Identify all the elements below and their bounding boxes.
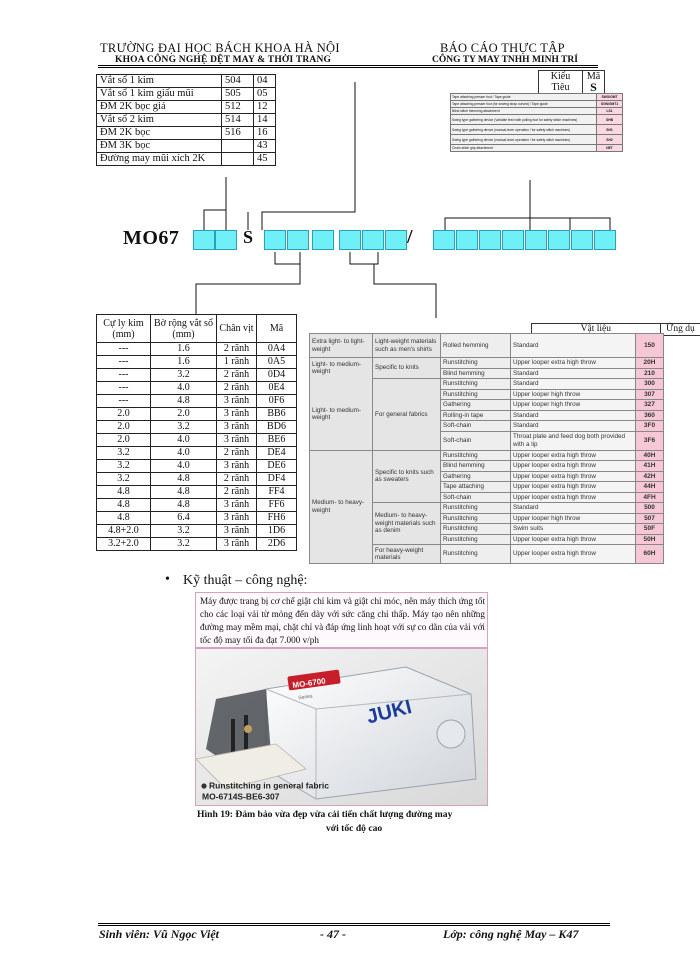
table-row: 4.8 4.8 3 rãnh FF6	[97, 499, 297, 512]
connector-width-a	[275, 252, 300, 264]
connector-right-a	[445, 218, 530, 230]
table-row: Soft-chain Standard 3F0	[310, 421, 664, 432]
table-row: Vắt sổ 1 kim 504 04	[97, 75, 276, 88]
table-row: Extra light- to light-weight Light-weight materials such as men's shirts Rolled hemming Standard 150	[310, 334, 664, 358]
attachment-table	[450, 93, 623, 152]
table-row: Swing type gathering device (Variable feed with pulling foot for safety stitch machines) SHB	[451, 115, 623, 125]
code-box	[479, 230, 501, 250]
table-row: Medium- to heavy-weight materials such as denim Runstitching Standard 500	[310, 503, 664, 514]
table-row: Đường may mũi xích 2K 45	[97, 153, 276, 166]
faculty-name: KHOA CÔNG NGHỆ DỆT MAY & THỜI TRANG	[115, 55, 332, 65]
table-row: Blind hemming Standard 210	[310, 368, 664, 379]
report-title: BÁO CÁO THỰC TẬP	[440, 41, 565, 55]
table-row: Chain stitch grip attachment NET	[451, 145, 623, 152]
footer-class: Lớp: công nghệ May – K47	[443, 927, 579, 941]
table-row: Tape attaching presser foot (for sewing strap curved) / Tape guide SGN/GMT1	[451, 101, 623, 108]
needle-type-table	[96, 74, 276, 166]
table-row: --- 1.6 2 rãnh 0A4	[97, 343, 297, 356]
code-header-code: Mã	[583, 71, 605, 83]
table-row: 4.8 4.8 2 rãnh FF4	[97, 486, 297, 499]
code-box	[287, 230, 309, 250]
connector-needle-1	[204, 177, 226, 230]
connector-width-b	[196, 264, 300, 314]
table-row: Gathering Upper looper extra high throw 42H	[310, 471, 664, 482]
footer-rule	[98, 923, 610, 926]
table-row: Medium- to heavy-weight Specific to knits such as sweaters Runstitching Upper looper extra high throw 40H	[310, 450, 664, 461]
model-prefix: MO67	[123, 227, 180, 249]
juki-machine-illustration	[196, 649, 488, 806]
table-row: Swing type gathering device (manual-lever operation / for safety stitch machines) SH1	[451, 125, 623, 135]
table-row: Light- to medium-weight Specific to knits Runstitching Upper looper extra high throw 20H	[310, 358, 664, 369]
code-box	[525, 230, 547, 250]
table-header-row: Cự ly kim (mm) Bờ rộng vắt sổ (mm) Chân vịt Mã	[97, 315, 297, 343]
footer-page-number: - 47 -	[320, 927, 346, 941]
table-row: ĐM 2K bọc 516 16	[97, 127, 276, 140]
table-row: Runstitching Upper looper high throw 507	[310, 513, 664, 524]
table-row: Gathering Upper looper high throw 327	[310, 400, 664, 411]
code-box	[548, 230, 570, 250]
header-material: Vật liệu	[532, 324, 661, 336]
table-row: Blind stitch hemming attachment LS1	[451, 108, 623, 115]
model-badge-text: MO-6700	[291, 676, 327, 690]
table-row: 2.0 3.2 3 rãnh BD6	[97, 421, 297, 434]
connector-app-a	[350, 252, 378, 264]
table-row: 3.2 4.0 2 rãnh DE4	[97, 447, 297, 460]
table-row: 3.2+2.0 3.2 3 rãnh 2D6	[97, 538, 297, 551]
code-header-table	[538, 70, 605, 94]
caption-bullet-icon	[201, 783, 206, 788]
code-header-type: Kiểu	[539, 71, 583, 83]
model-slash: /	[407, 226, 413, 248]
code-box	[362, 230, 384, 250]
series-text: Series	[297, 693, 313, 702]
table-row: Light- to medium-weight For general fabrics Runstitching Standard 300	[310, 379, 664, 390]
stitch-width-table	[96, 314, 297, 551]
application-table	[309, 333, 664, 564]
table-row: Soft-chain Throat plate and feed dog both provided with a lip 3F6	[310, 431, 664, 450]
table-row: For heavy-weight materials Runstitching Upper looper extra high throw 60H	[310, 545, 664, 564]
figure-caption: Hình 19: Đảm bảo vừa đẹp vừa cải tiến chất lượng đường may	[197, 809, 453, 820]
table-row: Vắt sổ 1 kim giấu mũi 505 05	[97, 88, 276, 101]
section-title: Kỹ thuật – công nghệ:	[183, 573, 308, 588]
table-row: Swing type gathering device (manual-lever operation / for safety stitch machines) SH2	[451, 135, 623, 145]
table-row: --- 3.2 2 rãnh 0D4	[97, 369, 297, 382]
table-row: 3.2 4.0 3 rãnh DE6	[97, 460, 297, 473]
table-row: Runstitching Swim suits 50F	[310, 524, 664, 535]
table-row: Runstitching Upper looper high throw 307	[310, 389, 664, 400]
table-row: 4.8 6.4 3 rãnh FH6	[97, 512, 297, 525]
machine-photo	[195, 648, 488, 806]
company-name: CÔNG TY MAY TNHH MINH TRÍ	[432, 55, 578, 65]
table-row: --- 1.6 1 rãnh 0A5	[97, 356, 297, 369]
code-box	[215, 230, 237, 250]
table-row: Vắt sổ 2 kim 514 14	[97, 114, 276, 127]
model-s-letter: S	[243, 227, 254, 247]
code-box	[339, 230, 361, 250]
footer-student: Sinh viên: Vũ Ngọc Việt	[99, 927, 220, 941]
table-row: Soft-chain Upper looper extra high throw 4FH	[310, 492, 664, 503]
code-header-s: S	[583, 82, 605, 94]
technique-paragraph: Máy được trang bị cơ chế giật chỉ kim và giật chỉ móc, nên máy thích ứng tốt cho các loại vải từ mỏng đến dày với sức căng chỉ thấp. Máy tạo nên những đường may mềm mại, chặt chỉ và đáp ứng linh hoạt với sự co dãn của vải với tốc độ may tối đa đạt 7.000 v/ph	[200, 596, 485, 645]
table-row: Rolling-in tape Standard 360	[310, 410, 664, 421]
code-box	[193, 230, 215, 250]
code-box	[312, 230, 334, 250]
code-box	[385, 230, 407, 250]
bullet-point: •	[165, 572, 170, 587]
figure-caption-continued: với tốc độ cao	[326, 823, 383, 834]
code-box	[502, 230, 524, 250]
university-name: TRƯỜNG ĐẠI HỌC BÁCH KHOA HÀ NỘI	[100, 41, 340, 55]
code-box	[594, 230, 616, 250]
juki-logo: JUKI	[364, 696, 414, 729]
table-row: 3.2 4.8 2 rãnh DF4	[97, 473, 297, 486]
photo-caption-line2: MO-6714S-BE6-307	[202, 791, 280, 802]
table-row: 4.8+2.0 3.2 3 rãnh 1D6	[97, 525, 297, 538]
table-row: Runstitching Upper looper extra high throw 50H	[310, 534, 664, 545]
table-row: Blind hemming Upper looper extra high throw 41H	[310, 461, 664, 472]
connector-app-b	[374, 264, 436, 318]
table-row: --- 4.0 2 rãnh 0E4	[97, 382, 297, 395]
table-row: ĐM 2K bọc giả 512 12	[97, 101, 276, 114]
table-row: 2.0 2.0 3 rãnh BB6	[97, 408, 297, 421]
header-application: Ứng dụ	[660, 324, 700, 336]
table-row: Tape attaching Upper looper extra high throw 44H	[310, 482, 664, 493]
table-row: 2.0 4.0 3 rãnh BE6	[97, 434, 297, 447]
code-header-standard: Tiêu	[539, 82, 583, 94]
code-box	[264, 230, 286, 250]
table-row: --- 4.8 3 rãnh 0F6	[97, 395, 297, 408]
table-row: Tape attaching presser foot / Tape guide SWG/GMT	[451, 94, 623, 101]
code-box	[433, 230, 455, 250]
photo-caption-line1: Runstitching in general fabric	[209, 780, 329, 791]
code-box	[571, 230, 593, 250]
table-row: ĐM 3K bọc 43	[97, 140, 276, 153]
code-box	[456, 230, 478, 250]
